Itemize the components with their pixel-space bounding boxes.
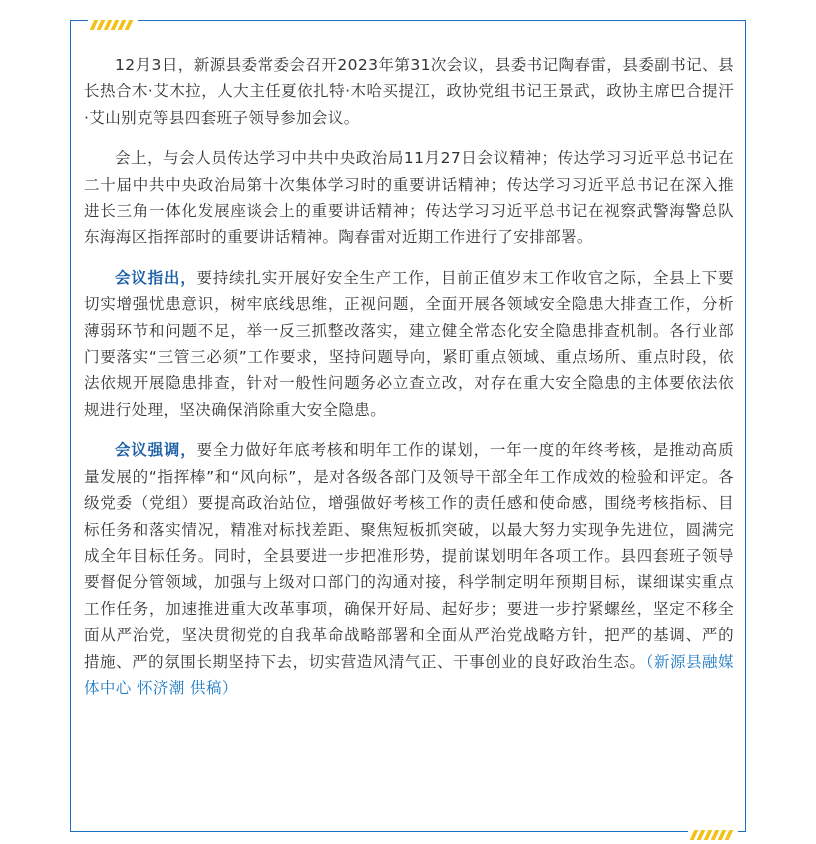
paragraph-lead-highlight: 会议指出， <box>115 268 197 287</box>
paragraph-lead-highlight: 会议强调， <box>115 441 197 460</box>
paragraph-study-spirit <box>84 145 734 251</box>
paragraph-text: 要持续扎实开展好安全生产工作，目前正值岁末工作收官之际，全县上下要切实增强忧患意识，树牢底线思维，正视问题，全面开展各领域安全隐患大排查工作，分析薄弱环节和问题不足，举一反三抓整改落实，建立健全常态化安全隐患排查机制。各行业部门要落实“三管三必须”工作要求，坚持问题导向，紧盯重点领域、重点场所、重点时段，依法依规开展隐患排查，针对一般性问题务必立查立改，对存在重大安全隐患的主体要依法依规进行处理，坚决确保消除重大安全隐患。 <box>84 268 734 419</box>
paragraph-text: 会上，与会人员传达学习中共中央政治局11月27日会议精神；传达学习习近平总书记在二十届中共中央政治局第十次集体学习时的重要讲话精神；传达学习习近平总书记在深入推进长三角一体化发展座谈会上的重要讲话精神；传达学习习近平总书记在视察武警海警总队东海海区指挥部时的重要讲话精神。陶春雷对近期工作进行了安排部署。 <box>84 149 734 247</box>
paragraph-annual-assessment <box>84 437 734 701</box>
decorative-stripes-bottom <box>688 825 738 835</box>
paragraph-text: 12月3日，新源县委常委会召开2023年第31次会议，县委书记陶春雷，县委副书记、县长热合木·艾木拉，人大主任夏依扎特·木哈买提江，政协党组书记王景武，政协主席巴合提汗·艾山别克等县四套班子领导参加会议。 <box>84 56 734 127</box>
article-body <box>84 52 734 715</box>
decorative-stripes-top <box>88 15 138 25</box>
paragraph-safety-production <box>84 265 734 423</box>
paragraph-text: 要全力做好年底考核和明年工作的谋划，一年一度的年终考核，是推动高质量发展的“指挥棒”和“风向标”，是对各级各部门及领导干部全年工作成效的检验和评定。各级党委（党组）要提高政治站位，增强做好考核工作的责任感和使命感，围绕考核指标、目标任务和落实情况，精准对标找差距、聚焦短板抓突破，以最大努力实现争先进位，圆满完成全年目标任务。同时，全县要进一步把准形势，提前谋划明年各项工作。县四套班子领导要督促分管领域，加强与上级对口部门的沟通对接，科学制定明年预期目标，谋细谋实重点工作任务，加速推进重大改革事项，确保开好局、起好步；要进一步拧紧螺丝，坚定不移全面从严治党，坚决贯彻党的自我革命战略部署和全面从严治党战略方针，把严的基调、严的措施、严的氛围长期坚持下去，切实营造风清气正、干事创业的良好政治生态。 <box>84 441 734 671</box>
source-credit: （新源县融媒体中心 怀济潮 供稿） <box>84 652 734 697</box>
paragraph-meeting-intro <box>84 52 734 131</box>
